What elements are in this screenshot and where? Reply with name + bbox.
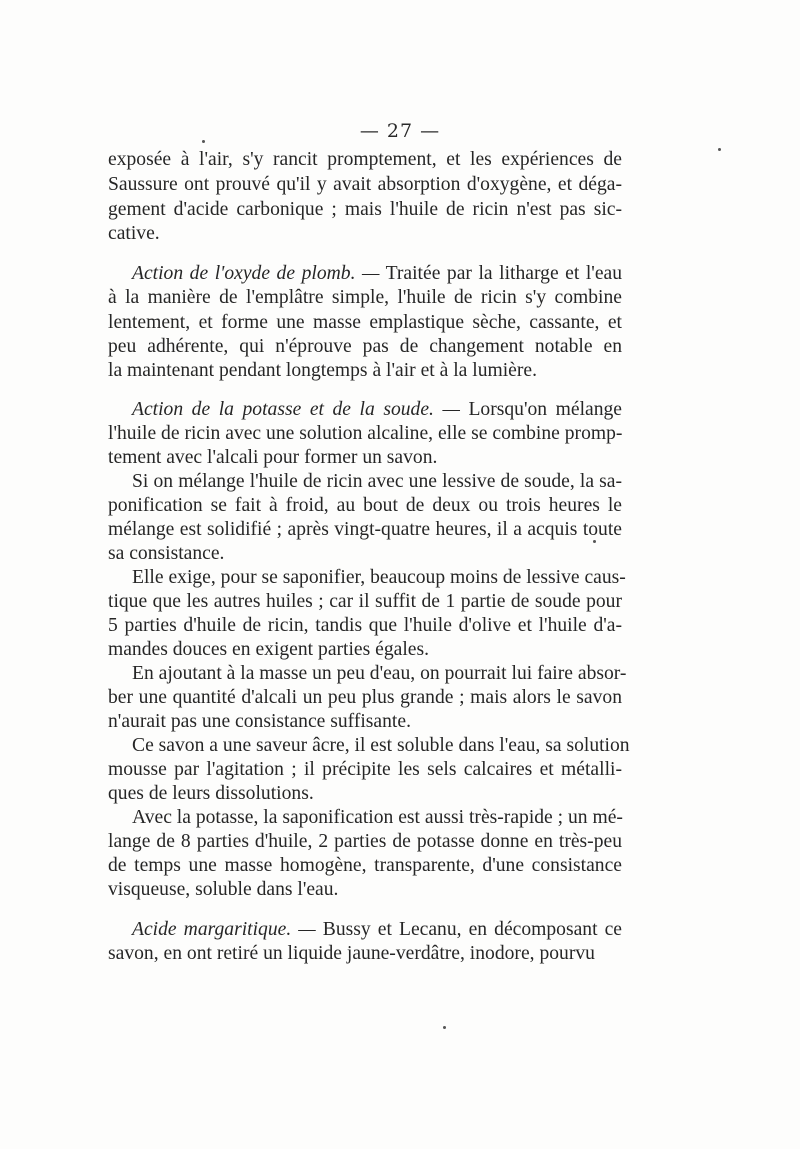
text-line: mélange est solidifié ; après vingt-quatre heures, il a acquis toute	[108, 519, 622, 540]
text-line: n'aurait pas une consistance suffisante.	[108, 711, 411, 732]
section-heading: Action de la potasse et de la soude. —	[132, 399, 460, 420]
text-line: ber une quantité d'alcali un peu plus grande ; mais alors le savon	[108, 687, 622, 708]
section-heading: Action de l'oxyde de plomb. —	[132, 263, 380, 284]
text-line: à la manière de l'emplâtre simple, l'huile de ricin s'y combine	[108, 287, 622, 308]
section-heading: Acide margaritique. —	[132, 919, 316, 940]
text-line: gement d'acide carbonique ; mais l'huile de ricin n'est pas sic-	[108, 199, 622, 220]
text-line: Ce savon a une saveur âcre, il est soluble dans l'eau, sa solution	[132, 735, 630, 756]
text-line: peu adhérente, qui n'éprouve pas de changement notable en	[108, 336, 622, 357]
text-line	[132, 918, 622, 942]
text-line: Si on mélange l'huile de ricin avec une lessive de soude, la sa-	[132, 471, 622, 492]
text-line: mousse par l'agitation ; il précipite les sels calcaires et métalli-	[108, 759, 622, 780]
text-line: visqueuse, soluble dans l'eau.	[108, 879, 339, 900]
text-line: sa consistance.	[108, 543, 225, 564]
ink-speck	[443, 1026, 446, 1029]
text-line: ponification se fait à froid, au bout de deux ou trois heures le	[108, 495, 622, 516]
text-line: tement avec l'alcali pour former un savon.	[108, 447, 438, 468]
text-line: exposée à l'air, s'y rancit promptement, et les expériences de	[108, 149, 622, 170]
ink-speck	[202, 140, 205, 143]
text-line: ques de leurs dissolutions.	[108, 783, 314, 804]
text-line: tique que les autres huiles ; car il suffit de 1 partie de soude pour	[108, 591, 622, 612]
text-line: En ajoutant à la masse un peu d'eau, on pourrait lui faire absor-	[132, 663, 627, 684]
text-line: mandes douces en exigent parties égales.	[108, 639, 430, 660]
text-run: Traitée par la litharge et l'eau	[385, 263, 623, 284]
text-line: de temps une masse homogène, transparente, d'une consistance	[108, 855, 622, 876]
text-line: savon, en ont retiré un liquide jaune-verdâtre, inodore, pourvu	[108, 943, 595, 964]
text-line: cative.	[108, 223, 160, 244]
ink-speck	[593, 540, 596, 543]
text-line: 5 parties d'huile de ricin, tandis que l'huile d'olive et l'huile d'a-	[108, 615, 622, 636]
text-line: la maintenant pendant longtemps à l'air et à la lumière.	[108, 360, 537, 381]
text-line: lentement, et forme une masse emplastique sèche, cassante, et	[108, 312, 622, 333]
page-number: — 27 —	[359, 120, 441, 142]
text-line: Saussure ont prouvé qu'il y avait absorption d'oxygène, et déga-	[108, 174, 622, 195]
text-line: Avec la potasse, la saponification est aussi très-rapide ; un mé-	[132, 807, 623, 828]
text-run: Lorsqu'on mélange	[468, 399, 622, 420]
ink-speck	[718, 148, 721, 151]
text-line: lange de 8 parties d'huile, 2 parties de potasse donne en très-peu	[108, 831, 622, 852]
text-run: Bussy et Lecanu, en décomposant ce	[322, 919, 622, 940]
text-line: Elle exige, pour se saponifier, beaucoup moins de lessive caus-	[132, 567, 626, 588]
text-line	[132, 398, 622, 422]
text-line: l'huile de ricin avec une solution alcaline, elle se combine promp-	[108, 423, 623, 444]
text-line	[132, 262, 622, 286]
